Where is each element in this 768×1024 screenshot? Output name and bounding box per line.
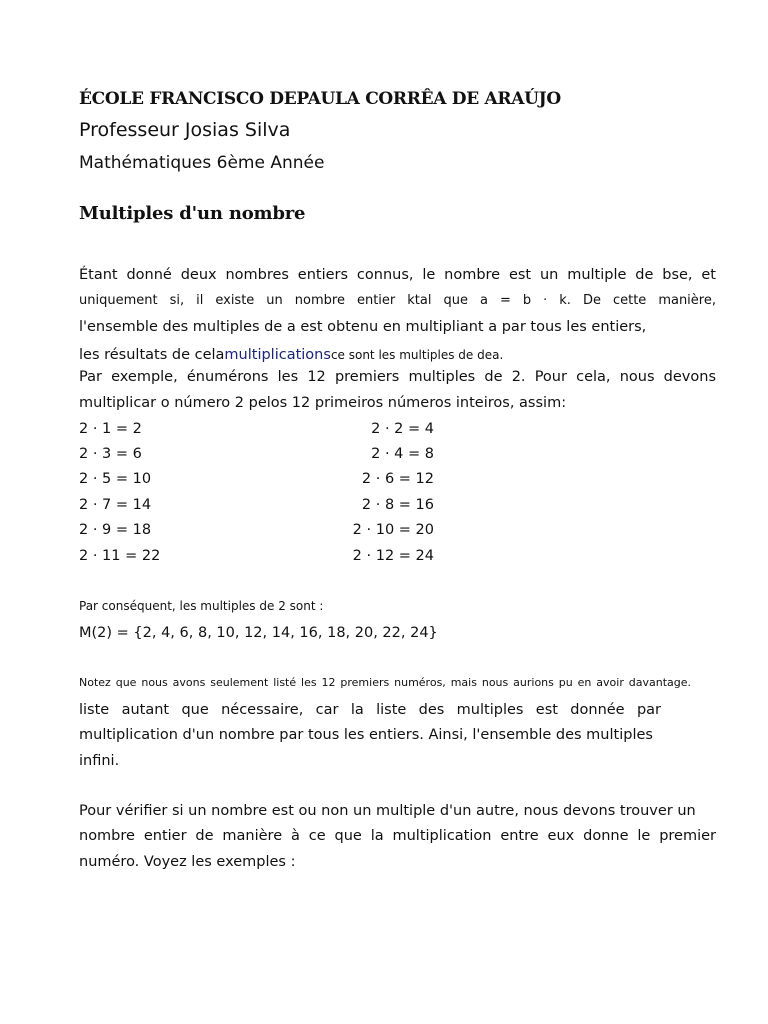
verify-line-1: Pour vérifier si un nombre est ou non un multiple d'un autre, nous devons trouver un (79, 803, 696, 819)
multiplications-link[interactable]: multiplications (224, 347, 331, 363)
intro-line-1: Étant donné deux nombres entiers connus, le nombre est un multiple de bse, et (79, 267, 716, 283)
equation-right-5: 2 · 10 = 20 (352, 522, 434, 538)
intro-line-4 (79, 346, 503, 363)
multiples-set: M(2) = {2, 4, 6, 8, 10, 12, 14, 16, 18, 20, 22, 24} (79, 625, 438, 641)
equation-right-6: 2 · 12 = 24 (352, 548, 434, 564)
verify-line-3: numéro. Voyez les exemples : (79, 854, 296, 870)
note-line-3: multiplication d'un nombre par tous les entiers. Ainsi, l'ensemble des multiples (79, 727, 653, 743)
page-title: Multiples d'un nombre (79, 203, 306, 224)
intro-line-5: Par exemple, énumérons les 12 premiers multiples de 2. Pour cela, nous devons (79, 369, 716, 385)
intro-line-6: multiplicar o número 2 pelos 12 primeiros números inteiros, assim: (79, 395, 567, 411)
equation-left-6: 2 · 11 = 22 (79, 548, 161, 564)
equation-left-1: 2 · 1 = 2 (79, 421, 142, 437)
teacher-name: Professeur Josias Silva (79, 119, 291, 141)
intro-line-2: uniquement si, il existe un nombre entier ktal que a = b · k. De cette manière, (79, 293, 716, 308)
conclusion-label: Par conséquent, les multiples de 2 sont : (79, 599, 324, 613)
intro-line-4-end: ce sont les multiples de dea. (330, 348, 504, 362)
intro-line-3: l'ensemble des multiples de a est obtenu en multipliant a par tous les entiers, (79, 319, 647, 335)
note-line-1: Notez que nous avons seulement listé les 12 premiers numéros, mais nous aurions pu en avoir davantage. (79, 676, 691, 689)
note-line-4: infini. (79, 753, 120, 769)
verify-line-2: nombre entier de manière à ce que la multiplication entre eux donne le premier (79, 828, 716, 844)
intro-line-4-start: les résultats de cela (79, 347, 225, 363)
equation-right-2: 2 · 4 = 8 (371, 446, 434, 462)
school-name: ÉCOLE FRANCISCO DEPAULA CORRÊA DE ARAÚJO (79, 89, 561, 109)
equation-right-3: 2 · 6 = 12 (361, 471, 434, 487)
note-line-2: liste autant que nécessaire, car la liste des multiples est donnée par (79, 702, 661, 718)
subject-line: Mathématiques 6ème Année (79, 153, 325, 173)
equation-left-4: 2 · 7 = 14 (79, 497, 152, 513)
equation-right-4: 2 · 8 = 16 (361, 497, 434, 513)
equation-left-3: 2 · 5 = 10 (79, 471, 152, 487)
equation-left-5: 2 · 9 = 18 (79, 522, 152, 538)
equation-right-1: 2 · 2 = 4 (371, 421, 434, 437)
equation-left-2: 2 · 3 = 6 (79, 446, 142, 462)
